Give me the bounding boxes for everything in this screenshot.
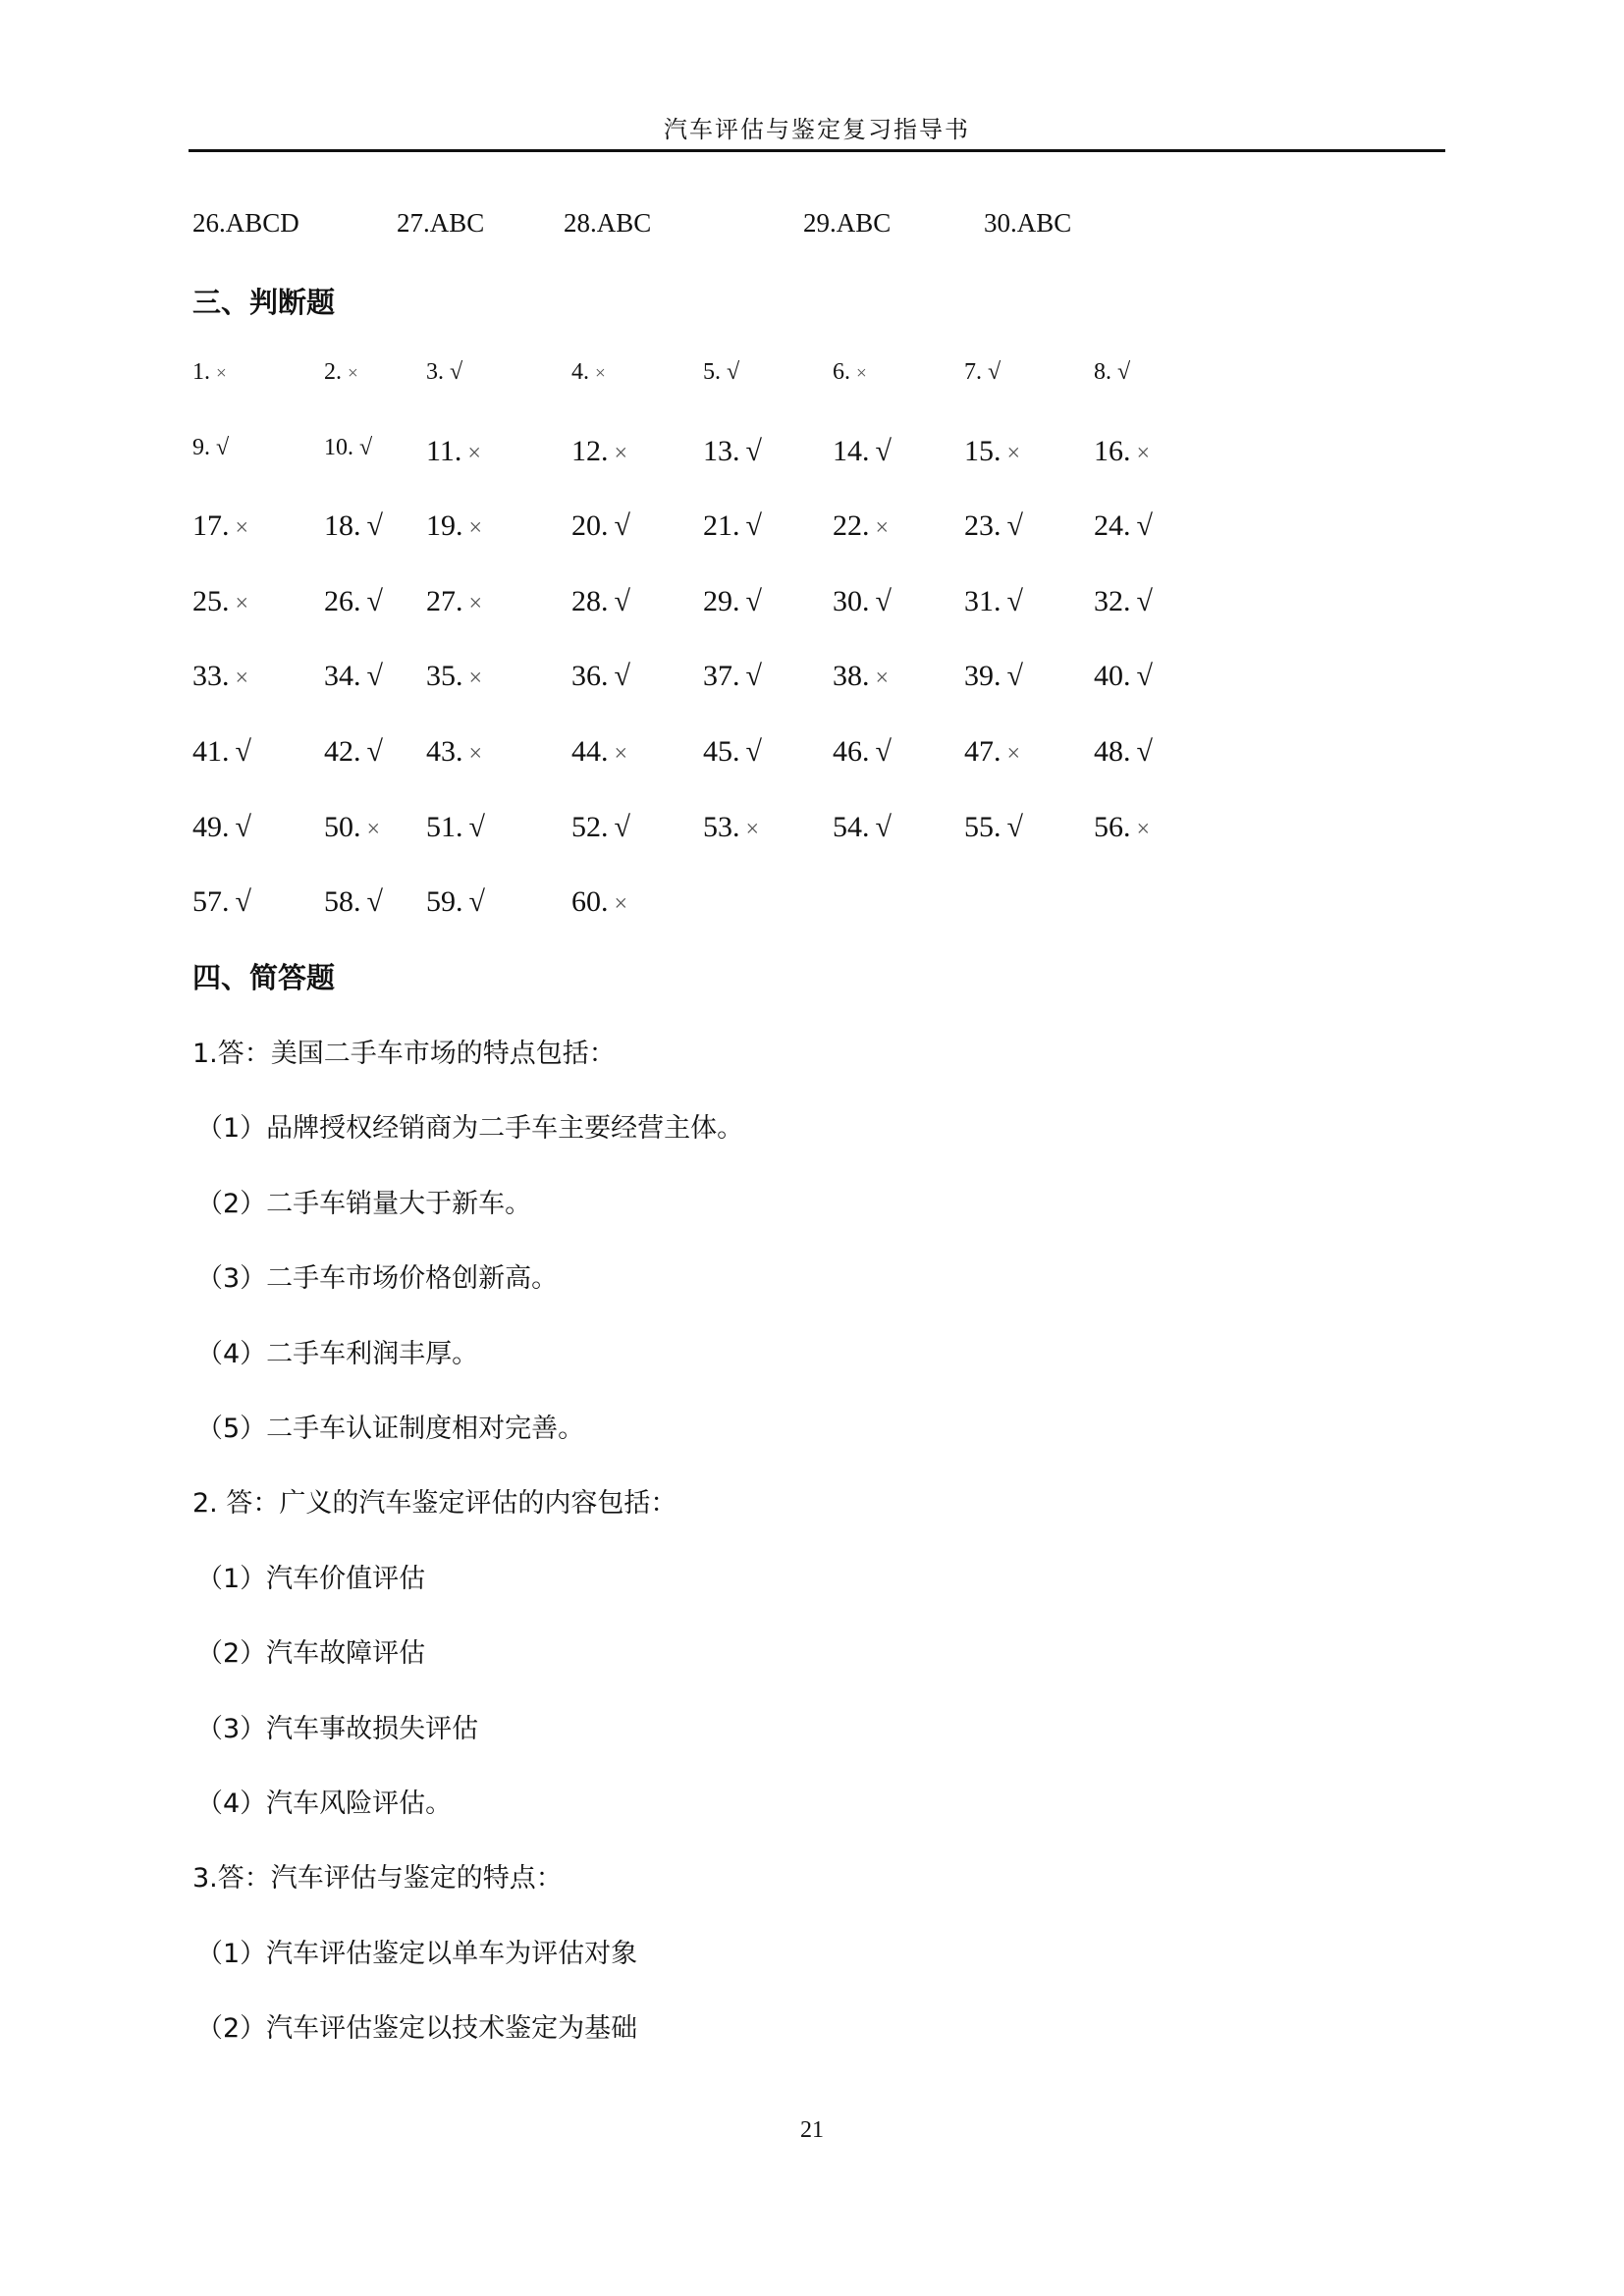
running-header: 汽车评估与鉴定复习指导书 (664, 116, 970, 143)
tf-question-number: 60. (571, 885, 609, 919)
tf-question-number: 20. (571, 509, 609, 543)
true-mark: √ (359, 434, 373, 460)
tf-question-number: 59. (426, 885, 463, 919)
tf-question-number: 39. (964, 660, 1001, 693)
tf-question-number: 34. (324, 660, 361, 693)
tf-row (192, 585, 1272, 624)
true-mark: √ (450, 359, 463, 385)
tf-question-number: 19. (426, 509, 463, 543)
true-mark: √ (468, 810, 485, 843)
tf-answer (324, 660, 383, 693)
tf-answer (426, 585, 482, 618)
tf-answer (192, 811, 251, 844)
tf-question-number: 43. (426, 735, 463, 768)
tf-question-number: 38. (833, 660, 870, 693)
true-mark: √ (366, 885, 383, 919)
tf-answer (703, 811, 759, 844)
tf-question-number: 24. (1094, 509, 1131, 543)
true-mark: √ (745, 735, 762, 768)
answer-point: （1）品牌授权经销商为二手车主要经营主体。 (196, 1113, 744, 1145)
tf-question-number: 6. (833, 359, 850, 385)
false-mark: × (468, 666, 483, 692)
true-mark: √ (1136, 660, 1153, 693)
false-mark: × (216, 363, 227, 384)
false-mark: × (875, 515, 890, 542)
tf-answer (426, 660, 482, 693)
tf-question-number: 58. (324, 885, 361, 919)
tf-answer (324, 585, 383, 618)
tf-answer (833, 811, 892, 844)
true-mark: √ (235, 810, 251, 843)
true-mark: √ (366, 735, 383, 768)
true-mark: √ (875, 735, 892, 768)
tf-answer (571, 885, 627, 919)
true-mark: √ (875, 810, 892, 843)
tf-answer (192, 435, 229, 461)
true-mark: √ (875, 584, 892, 617)
false-mark: × (468, 515, 483, 542)
tf-question-number: 52. (571, 810, 609, 843)
tf-answer (571, 509, 630, 543)
false-mark: × (468, 741, 483, 767)
false-mark: × (745, 816, 760, 842)
tf-question-number: 16. (1094, 434, 1131, 467)
tf-question-number: 12. (571, 434, 609, 467)
tf-question-number: 7. (964, 359, 982, 385)
tf-answer (1094, 660, 1153, 693)
tf-answer (324, 509, 383, 543)
true-mark: √ (745, 434, 762, 467)
tf-question-number: 55. (964, 810, 1001, 843)
tf-question-number: 48. (1094, 735, 1131, 768)
true-mark: √ (614, 509, 630, 543)
tf-question-number: 27. (426, 584, 463, 617)
answer-point: （2）二手车销量大于新车。 (196, 1188, 532, 1219)
tf-answer (833, 359, 867, 386)
false-mark: × (875, 666, 890, 692)
true-mark: √ (1006, 509, 1023, 543)
true-mark: √ (1136, 735, 1153, 768)
answer-point: （4）汽车风险评估。 (196, 1789, 453, 1819)
multiple-choice-answers-row (192, 208, 1449, 243)
answer-point: （2）汽车故障评估 (196, 1638, 426, 1670)
tf-answer (1094, 811, 1150, 844)
tf-row (192, 735, 1272, 774)
true-mark: √ (1136, 509, 1153, 543)
section-title-true-false: 三、判断题 (192, 286, 336, 319)
tf-answer (426, 509, 482, 543)
tf-answer (1094, 435, 1150, 468)
tf-question-number: 41. (192, 735, 230, 768)
tf-question-number: 17. (192, 509, 230, 543)
tf-answer (192, 885, 251, 919)
tf-answer (571, 359, 606, 386)
tf-answer (192, 585, 248, 618)
tf-question-number: 51. (426, 810, 463, 843)
false-mark: × (1006, 440, 1021, 466)
tf-question-number: 50. (324, 810, 361, 843)
tf-question-number: 13. (703, 434, 740, 467)
true-mark: √ (235, 735, 251, 768)
tf-question-number: 37. (703, 660, 740, 693)
true-mark: √ (366, 509, 383, 543)
tf-question-number: 29. (703, 584, 740, 617)
page-number: 21 (800, 2117, 824, 2143)
tf-answer (964, 660, 1023, 693)
answer-point: （1）汽车价值评估 (196, 1563, 426, 1594)
false-mark: × (1006, 741, 1021, 767)
tf-answer (426, 435, 481, 468)
false-mark: × (467, 440, 481, 466)
tf-question-number: 45. (703, 735, 740, 768)
answer-point: （5）二手车认证制度相对完善。 (196, 1414, 585, 1444)
true-mark: √ (1006, 810, 1023, 843)
tf-question-number: 33. (192, 660, 230, 693)
tf-answer (426, 811, 485, 844)
tf-row (192, 811, 1272, 850)
tf-question-number: 49. (192, 810, 230, 843)
true-mark: √ (1006, 584, 1023, 617)
tf-question-number: 28. (571, 584, 609, 617)
tf-question-number: 4. (571, 359, 589, 385)
tf-answer (571, 660, 630, 693)
tf-question-number: 26. (324, 584, 361, 617)
answer-heading: 3.答：汽车评估与鉴定的特点： (192, 1863, 563, 1895)
false-mark: × (614, 741, 628, 767)
true-mark: √ (745, 584, 762, 617)
tf-answer (324, 359, 358, 386)
tf-row (192, 359, 1272, 399)
tf-answer (964, 435, 1020, 468)
tf-answer (964, 811, 1023, 844)
tf-question-number: 30. (833, 584, 870, 617)
answer-point: （3）二手车市场价格创新高。 (196, 1263, 559, 1295)
tf-question-number: 15. (964, 434, 1001, 467)
tf-answer (1094, 509, 1153, 543)
tf-answer (703, 359, 739, 386)
true-mark: √ (1117, 359, 1131, 385)
answer-point: （2）汽车评估鉴定以技术鉴定为基础 (196, 2013, 638, 2045)
tf-question-number: 10. (324, 434, 353, 460)
tf-question-number: 53. (703, 810, 740, 843)
mc-answer: 28.ABC (564, 208, 652, 238)
tf-answer (964, 509, 1023, 543)
false-mark: × (595, 363, 606, 384)
tf-question-number: 35. (426, 660, 463, 693)
true-mark: √ (745, 509, 762, 543)
true-mark: √ (875, 434, 892, 467)
tf-answer (833, 509, 889, 543)
tf-answer (192, 660, 248, 693)
tf-question-number: 8. (1094, 359, 1111, 385)
false-mark: × (614, 891, 628, 918)
tf-question-number: 3. (426, 359, 444, 385)
tf-question-number: 1. (192, 359, 210, 385)
tf-answer (571, 735, 627, 769)
tf-question-number: 31. (964, 584, 1001, 617)
tf-question-number: 23. (964, 509, 1001, 543)
true-mark: √ (1006, 660, 1023, 693)
tf-answer (324, 811, 380, 844)
tf-answer (192, 509, 248, 543)
true-mark: √ (216, 434, 230, 460)
true-mark: √ (727, 359, 740, 385)
mc-answer: 26.ABCD (192, 208, 299, 238)
tf-answer (324, 735, 383, 769)
tf-answer (964, 735, 1020, 769)
tf-question-number: 40. (1094, 660, 1131, 693)
tf-answer (426, 885, 485, 919)
tf-question-number: 14. (833, 434, 870, 467)
tf-answer (1094, 359, 1130, 386)
answer-heading: 1.答：美国二手车市场的特点包括： (192, 1039, 616, 1069)
tf-row (192, 885, 1272, 925)
tf-question-number: 32. (1094, 584, 1131, 617)
tf-answer (324, 435, 372, 461)
false-mark: × (1136, 440, 1151, 466)
false-mark: × (1136, 816, 1151, 842)
tf-row (192, 509, 1272, 549)
true-mark: √ (614, 660, 630, 693)
false-mark: × (614, 440, 628, 466)
tf-answer (571, 435, 627, 468)
tf-question-number: 54. (833, 810, 870, 843)
tf-answer (703, 585, 762, 618)
tf-question-number: 21. (703, 509, 740, 543)
tf-question-number: 25. (192, 584, 230, 617)
tf-answer (833, 735, 892, 769)
header-rule (189, 149, 1445, 152)
mc-answer: 27.ABC (397, 208, 485, 238)
tf-answer (833, 660, 889, 693)
tf-question-number: 56. (1094, 810, 1131, 843)
tf-question-number: 18. (324, 509, 361, 543)
false-mark: × (235, 666, 249, 692)
true-mark: √ (614, 584, 630, 617)
tf-question-number: 46. (833, 735, 870, 768)
section-title-short-answer: 四、简答题 (192, 961, 336, 994)
true-mark: √ (614, 810, 630, 843)
true-mark: √ (468, 885, 485, 919)
tf-answer (703, 660, 762, 693)
true-mark: √ (988, 359, 1001, 385)
tf-question-number: 22. (833, 509, 870, 543)
tf-answer (571, 585, 630, 618)
true-mark: √ (235, 885, 251, 919)
answer-heading: 2. 答：广义的汽车鉴定评估的内容包括： (192, 1488, 677, 1520)
true-mark: √ (366, 584, 383, 617)
tf-answer (964, 585, 1023, 618)
tf-answer (964, 359, 1001, 386)
tf-answer (571, 811, 630, 844)
answer-point: （1）汽车评估鉴定以单车为评估对象 (196, 1938, 638, 1969)
false-mark: × (235, 590, 249, 616)
false-mark: × (856, 363, 867, 384)
tf-answer (1094, 585, 1153, 618)
tf-question-number: 5. (703, 359, 721, 385)
tf-answer (833, 435, 892, 468)
tf-question-number: 44. (571, 735, 609, 768)
tf-question-number: 47. (964, 735, 1001, 768)
mc-answer: 30.ABC (984, 208, 1072, 238)
tf-question-number: 36. (571, 660, 609, 693)
tf-row (192, 660, 1272, 699)
tf-answer (426, 359, 462, 386)
tf-answer (703, 435, 762, 468)
tf-answer (192, 359, 227, 386)
answer-point: （4）二手车利润丰厚。 (196, 1338, 479, 1369)
false-mark: × (235, 515, 249, 542)
tf-question-number: 2. (324, 359, 342, 385)
true-mark: √ (1136, 584, 1153, 617)
tf-answer (1094, 735, 1153, 769)
tf-answer (324, 885, 383, 919)
false-mark: × (468, 590, 483, 616)
tf-answer (426, 735, 482, 769)
mc-answer: 29.ABC (803, 208, 892, 238)
true-mark: √ (366, 660, 383, 693)
answer-point: （3）汽车事故损失评估 (196, 1713, 479, 1744)
tf-question-number: 9. (192, 434, 210, 460)
tf-answer (703, 735, 762, 769)
tf-question-number: 42. (324, 735, 361, 768)
tf-question-number: 11. (426, 434, 462, 467)
false-mark: × (348, 363, 358, 384)
false-mark: × (366, 816, 381, 842)
tf-answer (703, 509, 762, 543)
tf-answer (833, 585, 892, 618)
tf-row (192, 435, 1272, 474)
true-mark: √ (745, 660, 762, 693)
tf-answer (192, 735, 251, 769)
tf-question-number: 57. (192, 885, 230, 919)
